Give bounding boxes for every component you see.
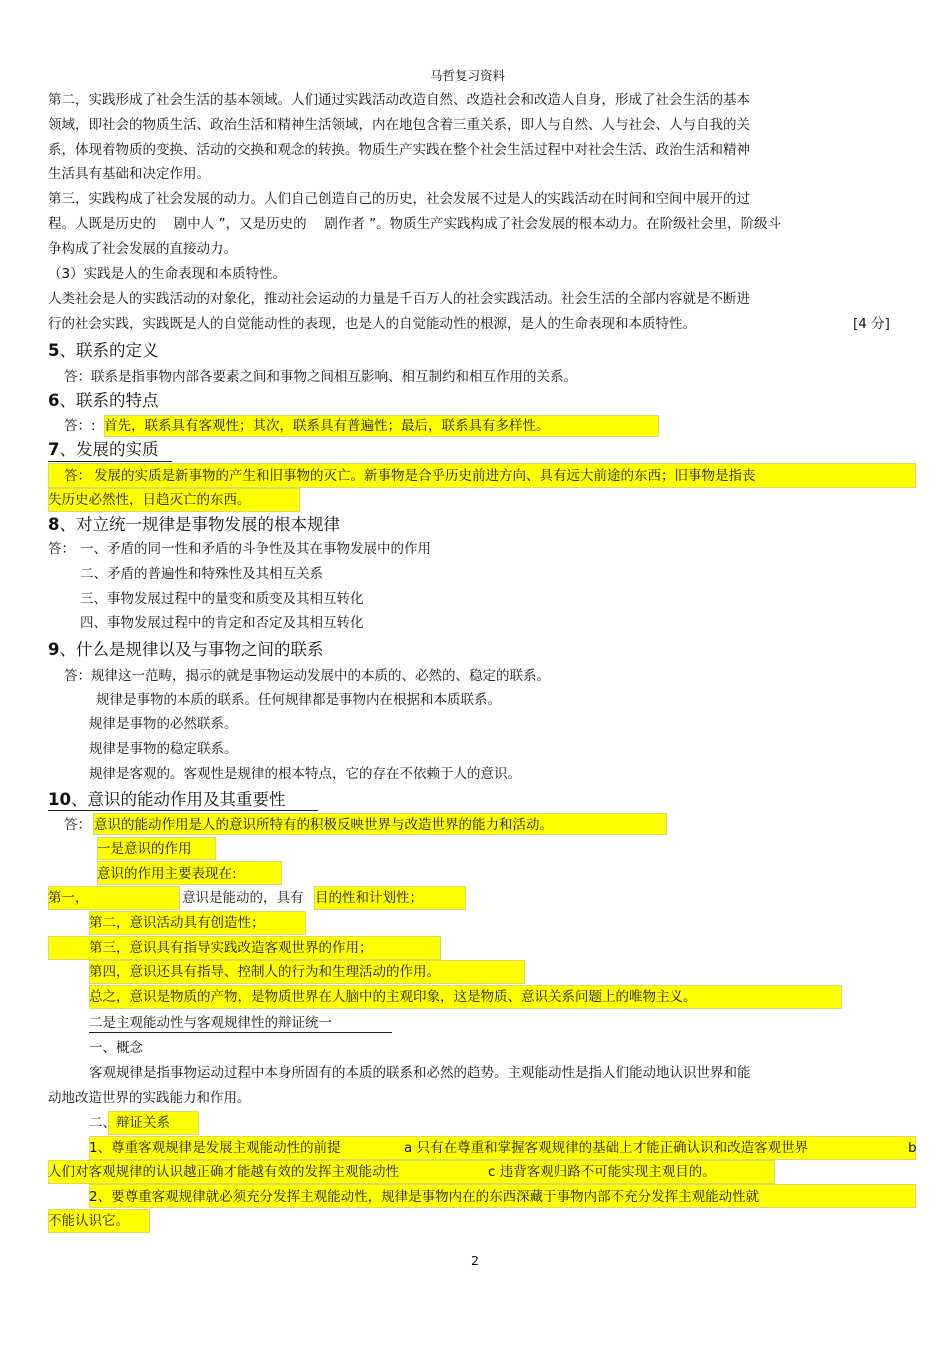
answer-text: 总之，意识是物质的产物，是物质世界在人脑中的主观印象，这是物质、意识关系问题上的唯物主义。 bbox=[89, 989, 697, 1005]
question-heading bbox=[48, 514, 340, 536]
answer-text: 答：规律这一范畴，揭示的就是事物运动发展中的本质的、必然的、稳定的联系。 bbox=[64, 668, 550, 684]
answer-text: 意识的能动作用是人的意识所特有的积极反映世界与改造世界的能力和活动。 bbox=[94, 817, 553, 833]
answer-text: 2、要尊重客观规律就必须充分发挥主观能动性，规律是事物内在的东西深藏于事物内部不充分发挥主观能动性就 bbox=[89, 1189, 760, 1205]
text-line: 第三，实践构成了社会发展的动力。人们自己创造自己的历史，社会发展不过是人的实践活动在时间和空间中展开的过 bbox=[48, 191, 750, 207]
text-line: 程。人既是历史的 剧中人 ”，又是历史的 剧作者 ”。物质生产实践构成了社会发展的根本动力。在阶级社会里，阶级斗 bbox=[48, 216, 782, 232]
subheading: 一、概念 bbox=[89, 1040, 143, 1056]
text-line: 人类社会是人的实践活动的对象化，推动社会运动的力量是千百万人的社会实践活动。社会生活的全部内容就是不断进 bbox=[48, 291, 750, 307]
text-line: 领域，即社会的物质生活、政治生活和精神生活领域，内在地包含着三重关系，即人与自然、人与社会、人与自我的关 bbox=[48, 117, 750, 133]
list-item: 二、矛盾的普遍性和特殊性及其相互关系 bbox=[80, 566, 323, 582]
answer-prefix: 答： bbox=[48, 541, 75, 557]
question-number: 8 bbox=[48, 515, 60, 534]
question-number: 6 bbox=[48, 391, 60, 410]
answer-text: 人们对客观规律的认识越正确才能越有效的发挥主观能动性 bbox=[48, 1164, 399, 1180]
answer-text: 答：联系是指事物内部各要素之间和事物之间相互影响、相互制约和相互作用的关系。 bbox=[64, 369, 577, 385]
list-item: 三、事物发展过程中的量变和质变及其相互转化 bbox=[80, 591, 364, 607]
subheading: 一是意识的作用 bbox=[97, 841, 192, 857]
answer-text: 客观规律是指事物运动过程中本身所固有的本质的联系和必然的趋势。主观能动性是指人们能动地认识世界和能 bbox=[89, 1065, 751, 1081]
list-item: 四、事物发展过程中的肯定和否定及其相互转化 bbox=[80, 615, 364, 631]
answer-text: 目的性和计划性； bbox=[315, 890, 423, 906]
question-title: 、发展的实质 bbox=[59, 440, 159, 459]
text-line: （3）实践是人的生命表现和本质特性。 bbox=[48, 266, 287, 282]
question-heading bbox=[48, 340, 158, 362]
answer-text: c 违背客观归路不可能实现主观目的。 bbox=[488, 1164, 716, 1180]
question-title: 、对立统一规律是事物发展的根本规律 bbox=[59, 515, 340, 534]
answer-text: 发展的实质是新事物的产生和旧事物的灭亡。新事物是合乎历史前进方向、具有远大前途的东西；旧事物是指丧 bbox=[94, 468, 756, 484]
subheading: 辩证关系 bbox=[116, 1115, 170, 1131]
answer-text: 规律是事物的本质的联系。任何规律都是事物内在根据和本质联系。 bbox=[96, 692, 501, 708]
subheading: 二是主观能动性与客观规律性的辩证统一 bbox=[89, 1015, 332, 1031]
question-number: 7 bbox=[48, 440, 60, 459]
answer-text: 规律是客观的。客观性是规律的根本特点，它的存在不依赖于人的意识。 bbox=[89, 766, 521, 782]
question-title: 、什么是规律以及与事物之间的联系 bbox=[59, 640, 324, 659]
answer-text: 第三，意识具有指导实践改造客观世界的作用； bbox=[89, 940, 373, 956]
text-line: 争构成了社会发展的直接动力。 bbox=[48, 241, 237, 257]
list-item: 一、矛盾的同一性和矛盾的斗争性及其在事物发展中的作用 bbox=[80, 541, 431, 557]
answer-text: 动地改造世界的实践能力和作用。 bbox=[48, 1090, 251, 1106]
question-number: 9 bbox=[48, 640, 60, 659]
page-number: 2 bbox=[471, 1253, 479, 1268]
question-heading bbox=[48, 789, 285, 811]
text-line: 第二，实践形成了社会生活的基本领域。人们通过实践活动改造自然、改造社会和改造人自身，形成了社会生活的基本 bbox=[48, 92, 750, 108]
answer-text: 不能认识它。 bbox=[48, 1213, 129, 1229]
question-number: 5 bbox=[48, 341, 60, 360]
score-label: [4 分] bbox=[853, 316, 890, 332]
answer-text: 第二，意识活动具有创造性； bbox=[89, 915, 265, 931]
subheading: 意识的作用主要表现在: bbox=[97, 866, 237, 882]
answer-prefix: 答： bbox=[64, 817, 91, 833]
text-line: 系，体现着物质的变换、活动的交换和观念的转换。物质生产实践在整个社会生活过程中对社会生活、政治生活和精神 bbox=[48, 142, 750, 158]
question-heading bbox=[48, 439, 158, 461]
answer-text: 首先，联系具有客观性；其次，联系具有普遍性；最后，联系具有多样性。 bbox=[104, 418, 550, 434]
answer-text: 失历史必然性，日趋灭亡的东西。 bbox=[48, 492, 251, 508]
answer-text: b bbox=[908, 1140, 917, 1156]
answer-text: 1、尊重客观规律是发展主观能动性的前提 bbox=[89, 1140, 341, 1156]
question-number: 10 bbox=[48, 790, 71, 809]
question-heading bbox=[48, 639, 323, 661]
answer-text: 规律是事物的必然联系。 bbox=[89, 716, 238, 732]
answer-prefix: 答：: bbox=[64, 418, 96, 434]
answer-text: 第一， bbox=[48, 890, 89, 906]
answer-text: a 只有在尊重和掌握客观规律的基础上才能正确认识和改造客观世界 bbox=[404, 1140, 809, 1156]
question-heading bbox=[48, 390, 158, 412]
answer-text: 意识是能动的，具有 bbox=[182, 890, 304, 906]
question-title: 、联系的特点 bbox=[59, 391, 159, 410]
question-title: 、意识的能动作用及其重要性 bbox=[70, 790, 286, 809]
answer-text: 规律是事物的稳定联系。 bbox=[89, 741, 238, 757]
text-line: 生活具有基础和决定作用。 bbox=[48, 166, 210, 182]
text-line: 行的社会实践，实践既是人的自觉能动性的表现，也是人的自觉能动性的根源，是人的生命表现和本质特性。 bbox=[48, 316, 696, 332]
heading-underline bbox=[48, 461, 172, 462]
question-title: 、联系的定义 bbox=[59, 341, 159, 360]
subheading: 二、 bbox=[89, 1115, 116, 1131]
page-header: 马哲复习资料 bbox=[430, 68, 506, 83]
answer-prefix: 答： bbox=[64, 468, 91, 484]
answer-text: 第四，意识还具有指导、控制人的行为和生理活动的作用。 bbox=[89, 964, 440, 980]
